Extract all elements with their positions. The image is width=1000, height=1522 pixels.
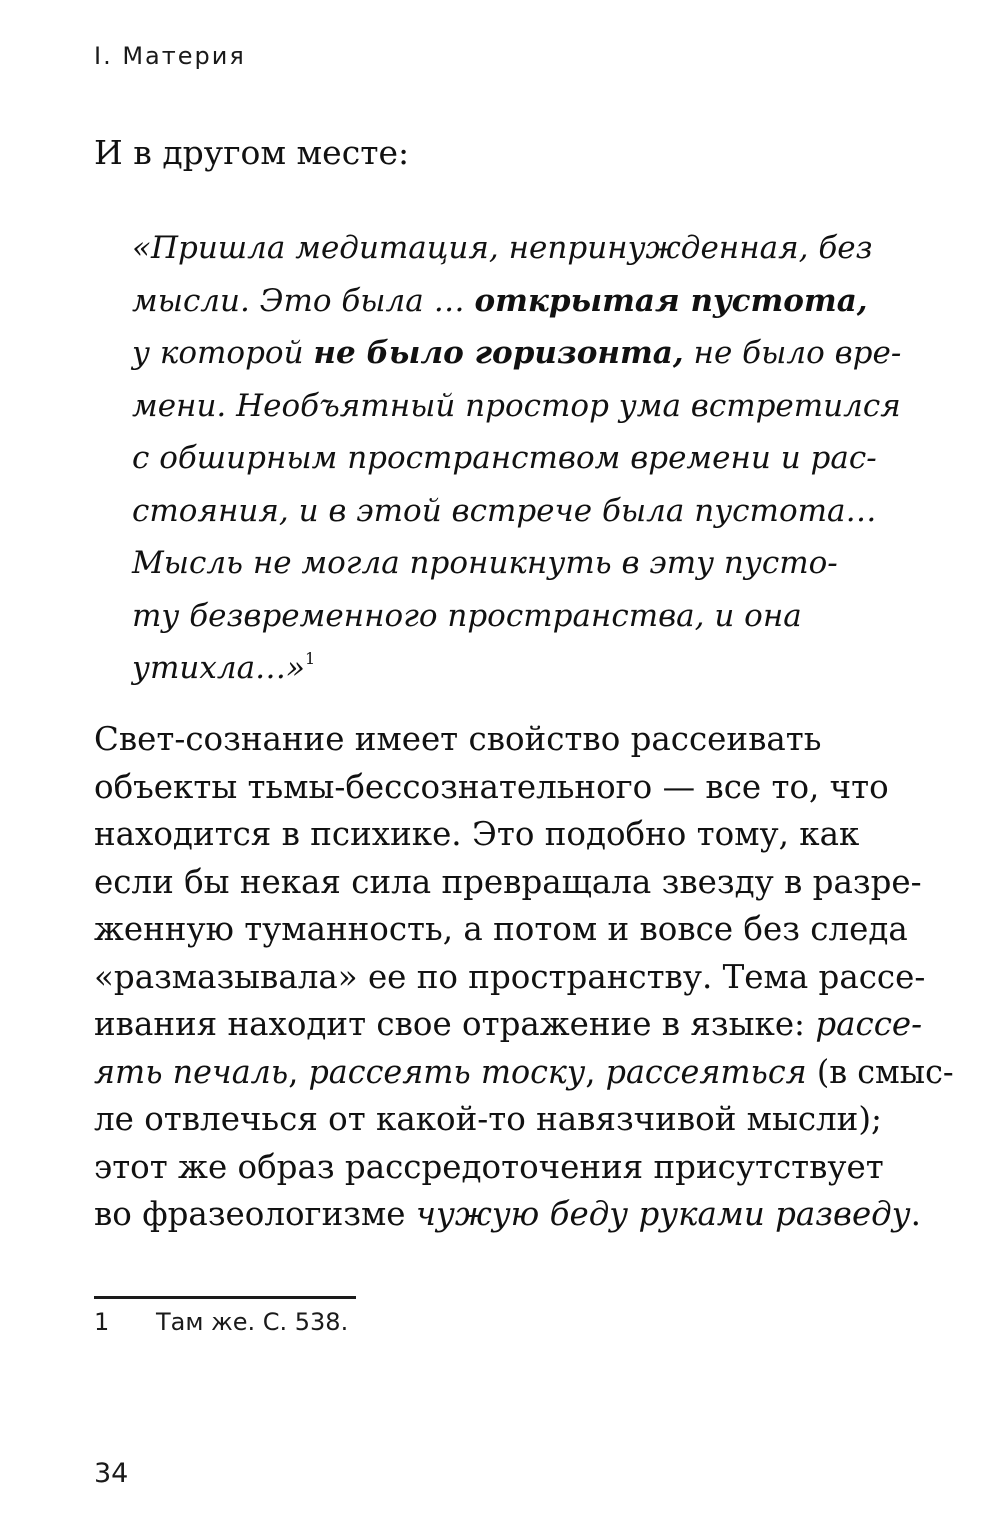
footnote	[94, 1308, 348, 1336]
quote-line: утихла…»$^1$	[132, 649, 316, 686]
quote-emphasis: не было горизонта,	[313, 335, 684, 371]
body-line: если бы некая сила превращала звезду в разре-	[94, 862, 922, 901]
quote-line: мысли. Это была … открытая пустота,	[132, 282, 868, 319]
quote-line: стояния, и в этой встрече была пустота…	[132, 492, 877, 529]
quote-emphasis: открытая пустота,	[474, 282, 868, 319]
body-line: женную туманность, а потом и вовсе без следа	[94, 910, 908, 948]
quote-line: с обширным пространством времени и рас-	[132, 440, 877, 476]
body-emphasis: ять печаль	[94, 1052, 289, 1091]
footnote-number: 1	[94, 1308, 110, 1336]
quote-line: «Пришла медитация, непринужденная, без	[132, 230, 873, 266]
body-emphasis: рассеяться	[605, 1052, 807, 1091]
body-line: объекты тьмы-бессознательного — все то, что	[94, 767, 889, 806]
body-line: Свет-сознание имеет свойство рассеивать	[94, 720, 822, 758]
body-paragraph	[94, 716, 954, 1239]
body-emphasis: рассеять тоску	[308, 1052, 586, 1091]
body-emphasis: чужую беду руками разведу	[415, 1195, 911, 1233]
footnote-divider	[94, 1296, 356, 1299]
running-head: I. Материя	[94, 42, 246, 70]
quote-line: ту безвременного пространства, и она	[132, 597, 802, 634]
body-emphasis: рассе-	[815, 1005, 923, 1043]
footnote-text: Там же. С. 538.	[156, 1308, 349, 1336]
body-line: находится в психике. Это подобно тому, как	[94, 815, 860, 853]
quote-line: у которой не было горизонта, не было вре-	[132, 335, 902, 371]
body-line: этот же образ рассредоточения присутствует	[94, 1147, 884, 1186]
footnote-reference[interactable]: 1	[305, 649, 316, 668]
body-line: «размазывала» ее по пространству. Тема рассе-	[94, 957, 926, 996]
quote-line: Мысль не могла проникнуть в эту пусто-	[132, 545, 838, 581]
body-line: ивания находит свое отражение в языке: рассе-	[94, 1005, 923, 1043]
body-line: ять печаль, рассеять тоску, рассеяться (в смыс-	[94, 1052, 954, 1091]
body-line: во фразеологизме чужую беду руками разведу.	[94, 1195, 921, 1233]
page-number: 34	[94, 1458, 129, 1489]
block-quote	[132, 222, 922, 695]
quote-line: мени. Необъятный простор ума встретился	[132, 387, 901, 424]
intro-line: И в другом месте:	[94, 133, 410, 172]
body-line: ле отвлечься от какой-то навязчивой мысли);	[94, 1100, 882, 1138]
